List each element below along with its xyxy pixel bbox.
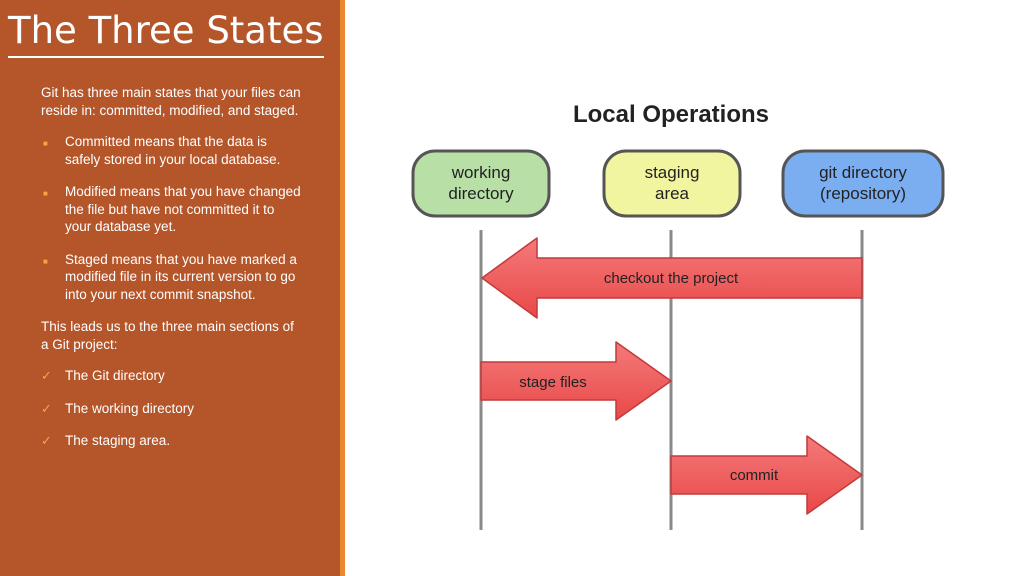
lead-paragraph: This leads us to the three main sections of a Git project: <box>41 319 294 352</box>
check-item <box>41 400 303 418</box>
intro-paragraph: Git has three main states that your files can reside in: committed, modified, and staged. <box>41 85 301 118</box>
left-panel <box>0 0 340 576</box>
checkmark-icon: ✓ <box>41 433 52 448</box>
stage-files-label: stage files <box>519 374 587 391</box>
list-item-text: Staged means that you have marked a modified file in its current version to go into your next commit snapshot. <box>65 251 297 302</box>
staging-box-line1: staging <box>644 163 700 182</box>
list-item <box>41 251 303 304</box>
list-item <box>41 133 303 168</box>
git-box-line1: git directory <box>819 163 907 182</box>
check-item <box>41 367 303 385</box>
checkmark-icon: ✓ <box>41 400 52 416</box>
stage-files-arrow <box>481 342 671 420</box>
staging-area-box <box>604 151 740 216</box>
body-text <box>41 84 303 465</box>
local-operations-diagram <box>345 0 1024 576</box>
staging-box-line2: area <box>654 184 690 203</box>
states-list <box>41 133 303 303</box>
git-directory-box <box>783 151 943 216</box>
square-bullet-icon: ■ <box>43 256 48 266</box>
commit-label: commit <box>729 467 779 484</box>
working-box-line2: directory <box>448 184 514 203</box>
sections-list <box>41 367 303 450</box>
check-item-text: The working directory <box>65 400 195 416</box>
list-item-text: Committed means that the data is safely stored in your local database. <box>65 134 281 167</box>
checkmark-icon: ✓ <box>41 368 52 383</box>
checkout-label: checkout the project <box>603 270 739 287</box>
check-item-text: The Git directory <box>65 368 165 383</box>
square-bullet-icon: ■ <box>43 189 48 198</box>
working-directory-box <box>413 151 549 216</box>
square-bullet-icon: ■ <box>43 139 48 148</box>
check-item-text: The staging area. <box>65 433 171 448</box>
commit-arrow <box>671 436 862 514</box>
working-box-line1: working <box>451 163 511 182</box>
list-item-text: Modified means that you have changed the file but have not committed it to your database yet. <box>65 184 301 234</box>
git-box-line2: (repository) <box>820 184 906 203</box>
diagram-title: Local Operations <box>572 101 770 128</box>
list-item <box>41 183 303 236</box>
check-item <box>41 432 303 450</box>
slide-title: The Three States <box>8 6 324 58</box>
